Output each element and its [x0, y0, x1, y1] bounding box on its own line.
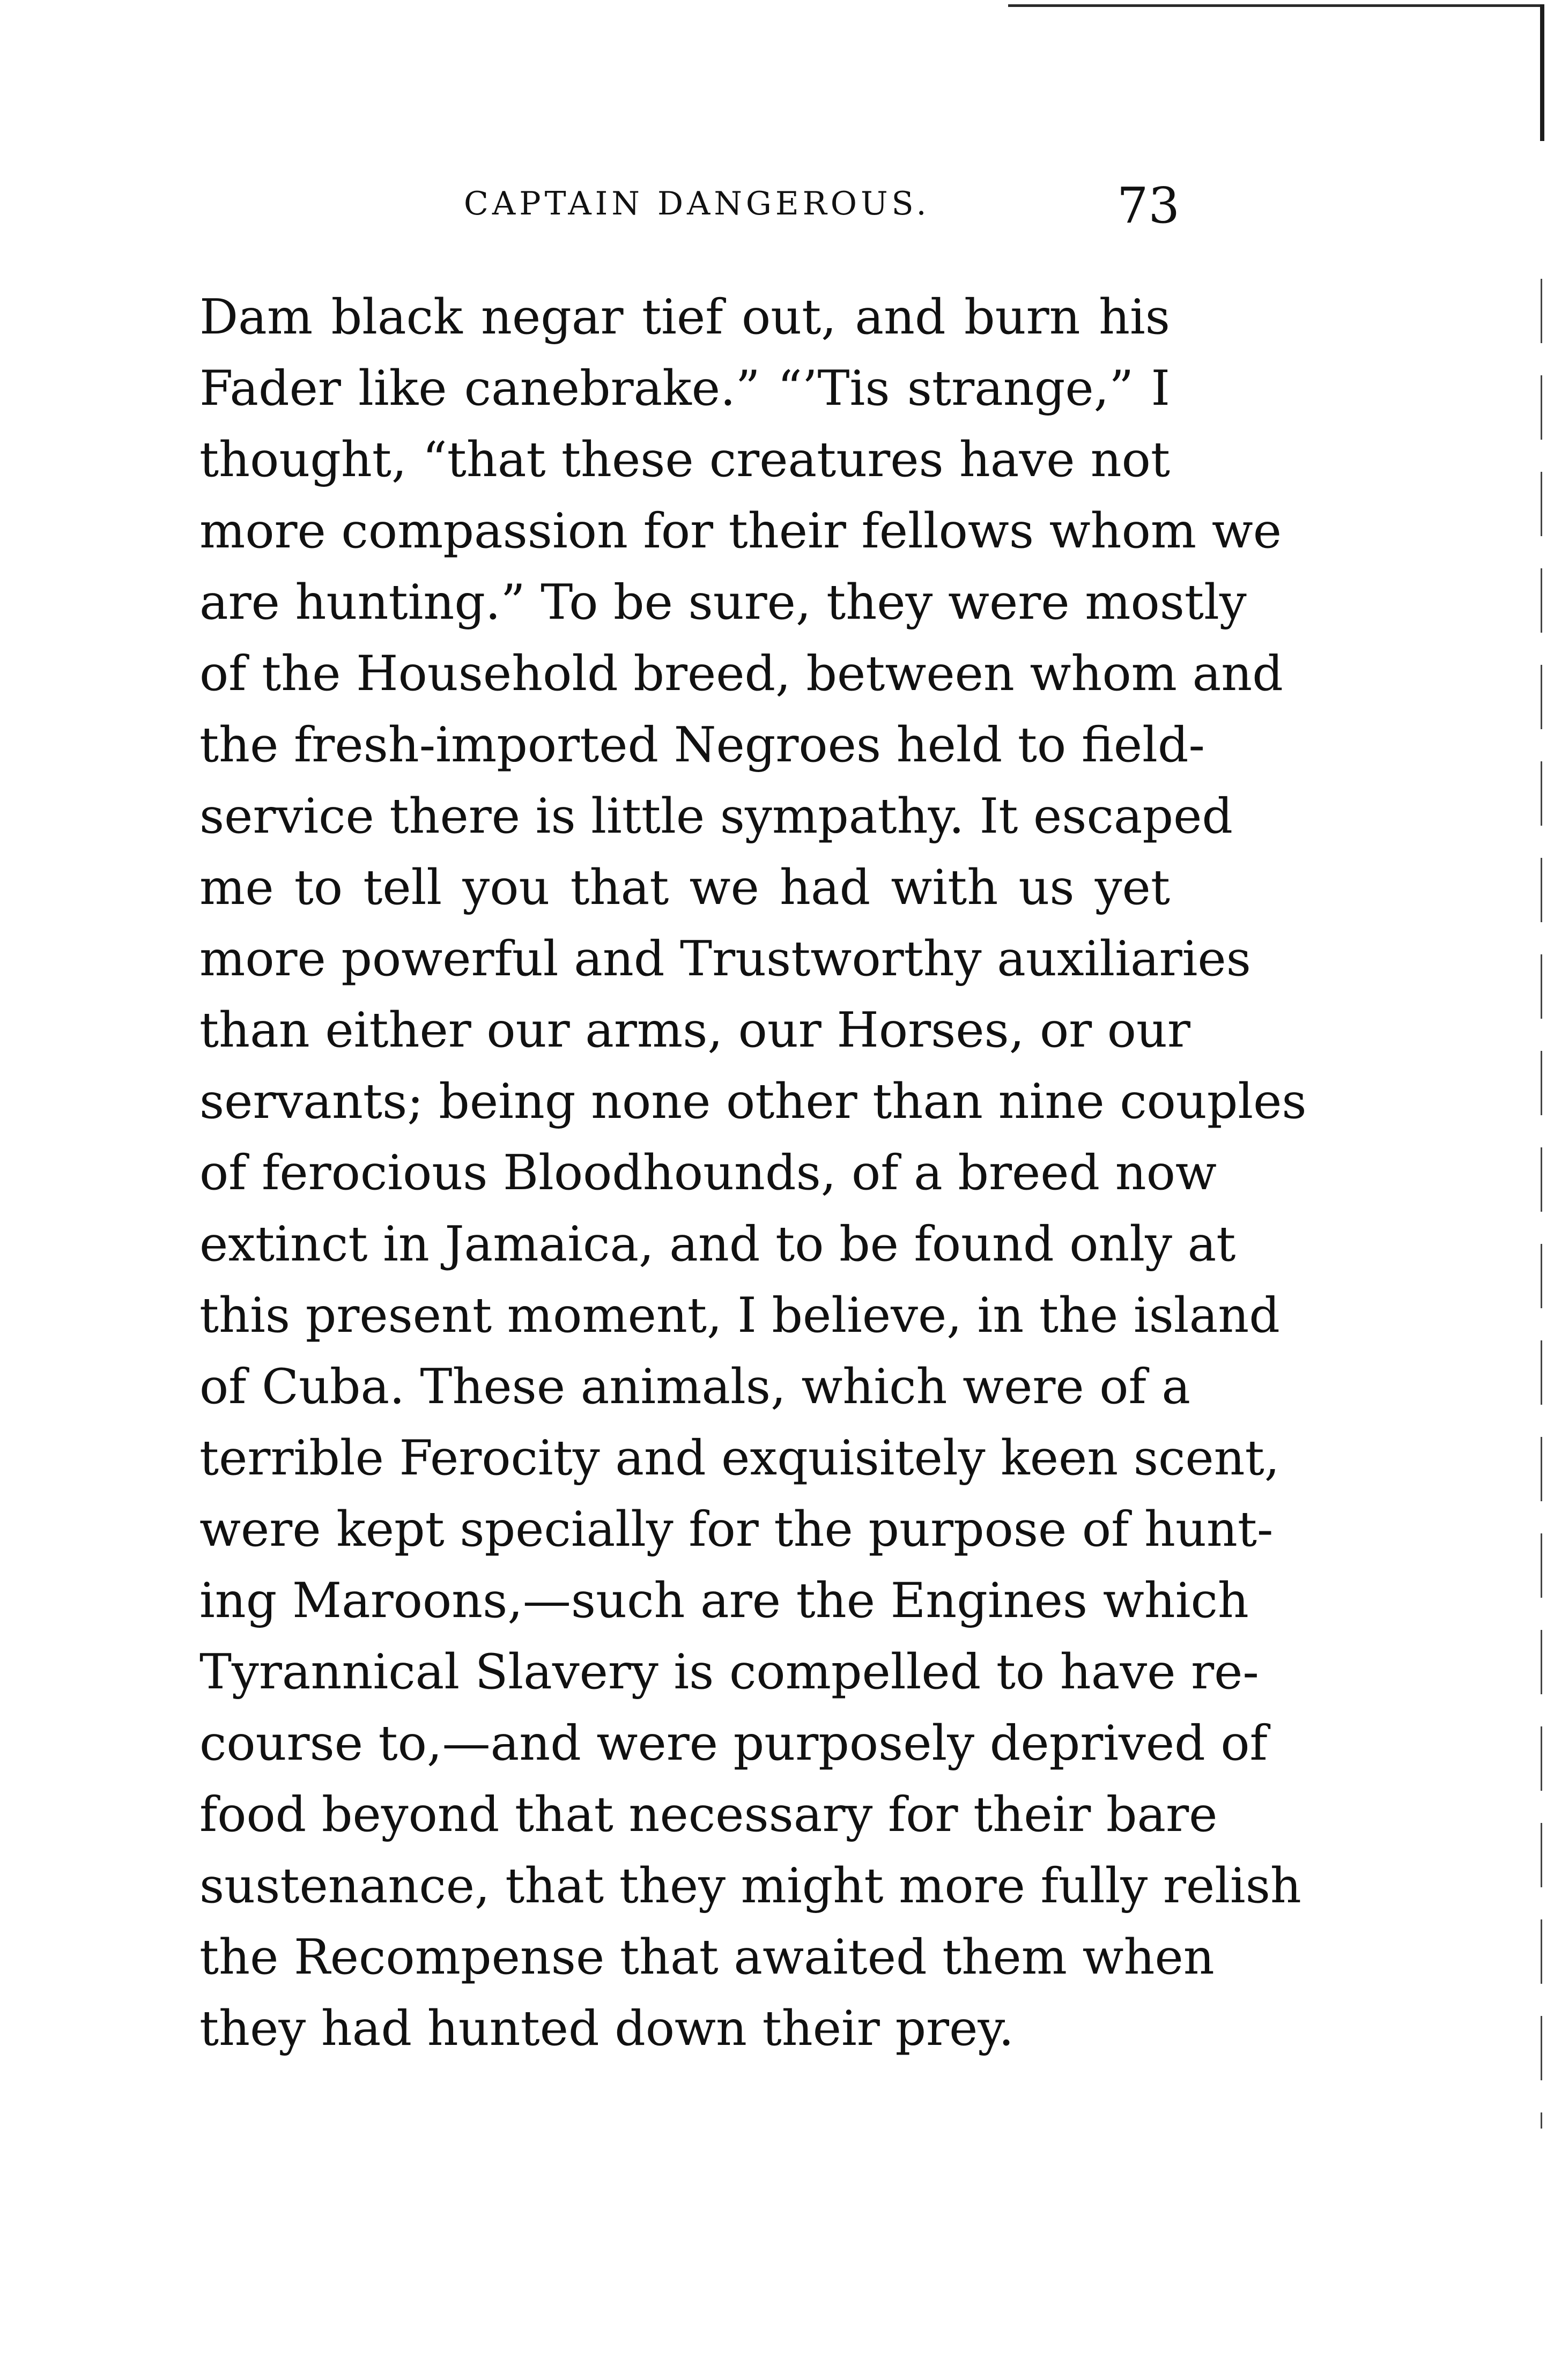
text-line: course to,—and were purposely deprived of [199, 1715, 1268, 1771]
text-line: extinct in Jamaica, and to be found only at [199, 1216, 1236, 1272]
text-line: were kept specially for the purpose of hunt- [199, 1501, 1274, 1558]
text-line: of ferocious Bloodhounds, of a breed now [199, 1145, 1217, 1201]
text-line: Fader like canebrake.” “’Tis strange,” I [199, 360, 1170, 417]
text-line: servants; being none other than nine couples [199, 1073, 1307, 1130]
text-line: me to tell you that we had with us yet [199, 859, 1170, 916]
text-line: food beyond that necessary for their bare [199, 1786, 1218, 1843]
text-line: of the Household breed, between whom and [199, 646, 1283, 702]
text-line: this present moment, I believe, in the island [199, 1287, 1280, 1344]
text-line: are hunting.” To be sure, they were mostly [199, 574, 1247, 631]
text-line: terrible Ferocity and exquisitely keen scent, [199, 1430, 1280, 1486]
page-number: 73 [1116, 177, 1180, 234]
scan-edge-right [1540, 4, 1544, 141]
text-line: Tyrannical Slavery is compelled to have re- [199, 1644, 1259, 1700]
text-line: sustenance, that they might more fully relish [199, 1858, 1301, 1914]
running-head [204, 177, 1201, 236]
text-line: Dam black negar tief out, and burn his [199, 289, 1170, 345]
running-title: CAPTAIN DANGEROUS. [464, 185, 930, 223]
text-line: service there is little sympathy. It escaped [199, 788, 1233, 844]
text-line: more powerful and Trustworthy auxiliaries [199, 931, 1251, 987]
text-line: of Cuba. These animals, which were of a [199, 1359, 1191, 1415]
text-line: they had hunted down their prey. [199, 2000, 1014, 2057]
text-line: more compassion for their fellows whom we [199, 503, 1282, 559]
scan-edge-right-lower [1541, 279, 1542, 2129]
text-line: than either our arms, our Horses, or our [199, 1002, 1190, 1058]
text-line: the fresh-imported Negroes held to field- [199, 717, 1205, 773]
text-line: thought, “that these creatures have not [199, 432, 1170, 488]
text-line: the Recompense that awaited them when [199, 1929, 1215, 1985]
text-line: ing Maroons,—such are the Engines which [199, 1573, 1249, 1629]
body-text [199, 281, 1307, 2064]
scan-edge-top [1008, 4, 1544, 7]
